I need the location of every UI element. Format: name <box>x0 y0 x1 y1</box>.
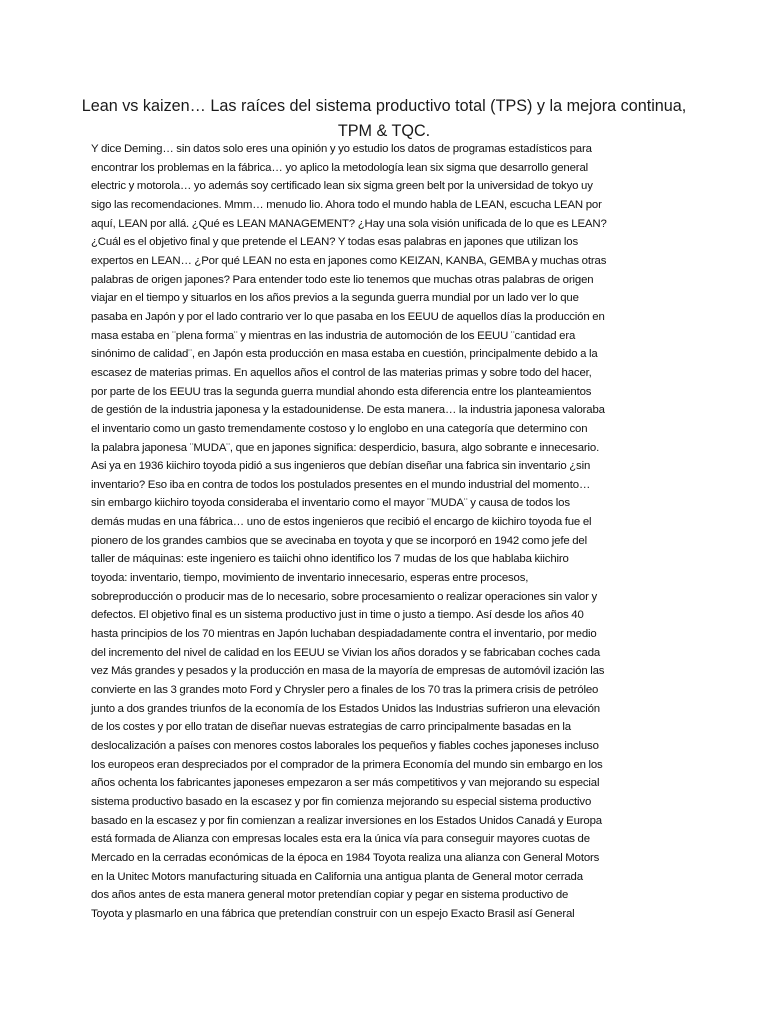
body-line: taller de máquinas: este ingeniero es taiichi ohno identifico los 7 mudas de los que hablaba kiichiro <box>91 553 569 566</box>
body-line: toyoda: inventario, tiempo, movimiento de inventario innecesario, esperas entre procesos, <box>91 572 529 585</box>
body-line: electric y motorola… yo además soy certificado lean six sigma green belt por la universidad de tokyo uy <box>91 180 593 193</box>
body-line: encontrar los problemas en la fábrica… yo aplico la metodología lean six sigma que desarrollo general <box>91 161 589 174</box>
body-line: por parte de los EEUU tras la segunda guerra mundial ahondo esta diferencia entre los planteamientos <box>91 385 592 398</box>
body-line: Mercado en la cerradas económicas de la época en 1984 Toyota realiza una alianza con General Motors <box>91 851 600 864</box>
body-line: hasta principios de los 70 mientras en Japón luchaban despiadadamente contra el inventario, por medio <box>91 628 597 641</box>
body-line: sin embargo kiichiro toyoda consideraba el inventario como el mayor ¨MUDA¨ y causa de todos los <box>91 497 570 510</box>
body-line: el inventario como un gasto tremendamente costoso y lo englobo en una categoría que determino con <box>91 422 588 435</box>
body-line: inventario? Eso iba en contra de todos los postulados presentes en el mundo industrial del momento… <box>91 478 591 491</box>
body-line: deslocalización a países con menores costos laborales los pequeños y fiables coches japoneses incluso <box>91 740 599 752</box>
body-line: de gestión de la industria japonesa y la estadounidense. De esta manera… la industria japonesa valoraba <box>91 404 605 417</box>
body-line: sigo las recomendaciones. Mmm… menudo lio. Ahora todo el mundo habla de LEAN, escucha LEAN por <box>91 198 602 211</box>
document-title-line-2: TPM & TQC. <box>337 122 431 140</box>
body-line: demás mudas en una fábrica… uno de estos ingenieros que recibió el encargo de kiichiro toyoda fue el <box>91 516 592 529</box>
body-line: convierte en las 3 grandes moto Ford y Chrysler pero a finales de los 70 tras la primera crisis de petróleo <box>91 684 599 697</box>
body-line: ¿Cuál es el objetivo final y que pretende el LEAN? Y todas esas palabras en japones que utilizan los <box>91 236 579 249</box>
body-line: junto a dos grandes triunfos de la economía de los Estados Unidos las Industrias sufrieron una elevación <box>91 702 600 715</box>
body-line: Y dice Deming… sin datos solo eres una opinión y yo estudio los datos de programas estadísticos para <box>91 143 592 155</box>
body-line: sistema productivo basado en la escasez y por fin comienza mejorando su especial sistema productivo <box>91 795 592 808</box>
body-line: años ochenta los fabricantes japoneses empezaron a ser más competitivos y van mejorando su especial <box>91 777 600 790</box>
body-line: pionero de los grandes cambios que se avecinaba en toyota y que se incorporó en 1942 como jefe del <box>91 534 587 547</box>
body-line: expertos en LEAN… ¿Por qué LEAN no esta en japones como KEIZAN, KANBA, GEMBA y muchas otras <box>91 254 607 267</box>
body-line: en la Unitec Motors manufacturing situada en California una antigua planta de General motor cerrada <box>91 870 583 883</box>
body-line: palabras de origen japones? Para entender todo este lio tenemos que muchas otras palabras de origen <box>91 273 594 286</box>
body-line: sobreproducción o producir mas de lo necesario, sobre procesamiento o realizar operaciones sin valor y <box>91 590 598 603</box>
body-line: aquí, LEAN por allá. ¿Qué es LEAN MANAGEMENT? ¿Hay una sola visión unificada de lo que es LEAN? <box>91 217 607 230</box>
body-line: basado en la escasez y por fin comienzan a realizar inversiones en los Estados Unidos Canadá y Europa <box>91 814 602 827</box>
body-line: del incremento del nivel de calidad en los EEUU se Vivian los años dorados y se fabricaban coches cada <box>91 646 601 659</box>
body-line: defectos. El objetivo final es un sistema productivo just in time o justo a tiempo. Así desde los años 40 <box>91 609 584 622</box>
body-line: viajar en el tiempo y situarlos en los años previos a la segunda guerra mundial por un lado ver lo que <box>91 292 579 305</box>
document-title-line-1: Lean vs kaizen… Las raíces del sistema productivo total (TPS) y la mejora continua, <box>81 97 687 115</box>
body-line: Asi ya en 1936 kiichiro toyoda pidió a sus ingenieros que debían diseñar una fabrica sin inventario ¿sin <box>91 460 591 473</box>
body-line: de los costes y por ello tratan de diseñar nuevas estrategias de carro principalmente basadas en la <box>91 721 571 734</box>
document-title <box>60 94 708 144</box>
body-line: masa estaba en ¨plena forma¨ y mientras en las industria de automoción de los EEUU ¨cantidad era <box>91 329 576 342</box>
body-line: pasaba en Japón y por el lado contrario ver lo que pasaba en los EEUU de aquellos días la producción en <box>91 310 605 323</box>
body-line: dos años antes de esta manera general motor pretendían copiar y pegar en sistema productivo de <box>91 889 569 902</box>
body-line: los europeos eran despreciados por el comprador de la primera Economía del mundo sin embargo en los <box>91 758 603 771</box>
body-line: sinónimo de calidad¨, en Japón esta producción en masa estaba en cuestión, principalmente debido a la <box>91 348 598 361</box>
body-line: vez Más grandes y pesados y la producción en masa de la mayoría de empresas de automóvil ización las <box>91 665 605 678</box>
body-line: escasez de materias primas. En aquellos años el control de las materias primas y sobre todo del hacer, <box>91 366 592 379</box>
body-line: Toyota y plasmarlo en una fábrica que pretendían construir con un espejo Exacto Brasil así General <box>91 907 575 920</box>
body-line: la palabra japonesa ¨MUDA¨, que en japones significa: desperdicio, basura, algo sobrante e innecesario. <box>91 441 600 454</box>
body-line: está formada de Alianza con empresas locales esta era la única vía para conseguir mayores cuotas de <box>91 833 590 846</box>
document-body <box>91 140 681 924</box>
